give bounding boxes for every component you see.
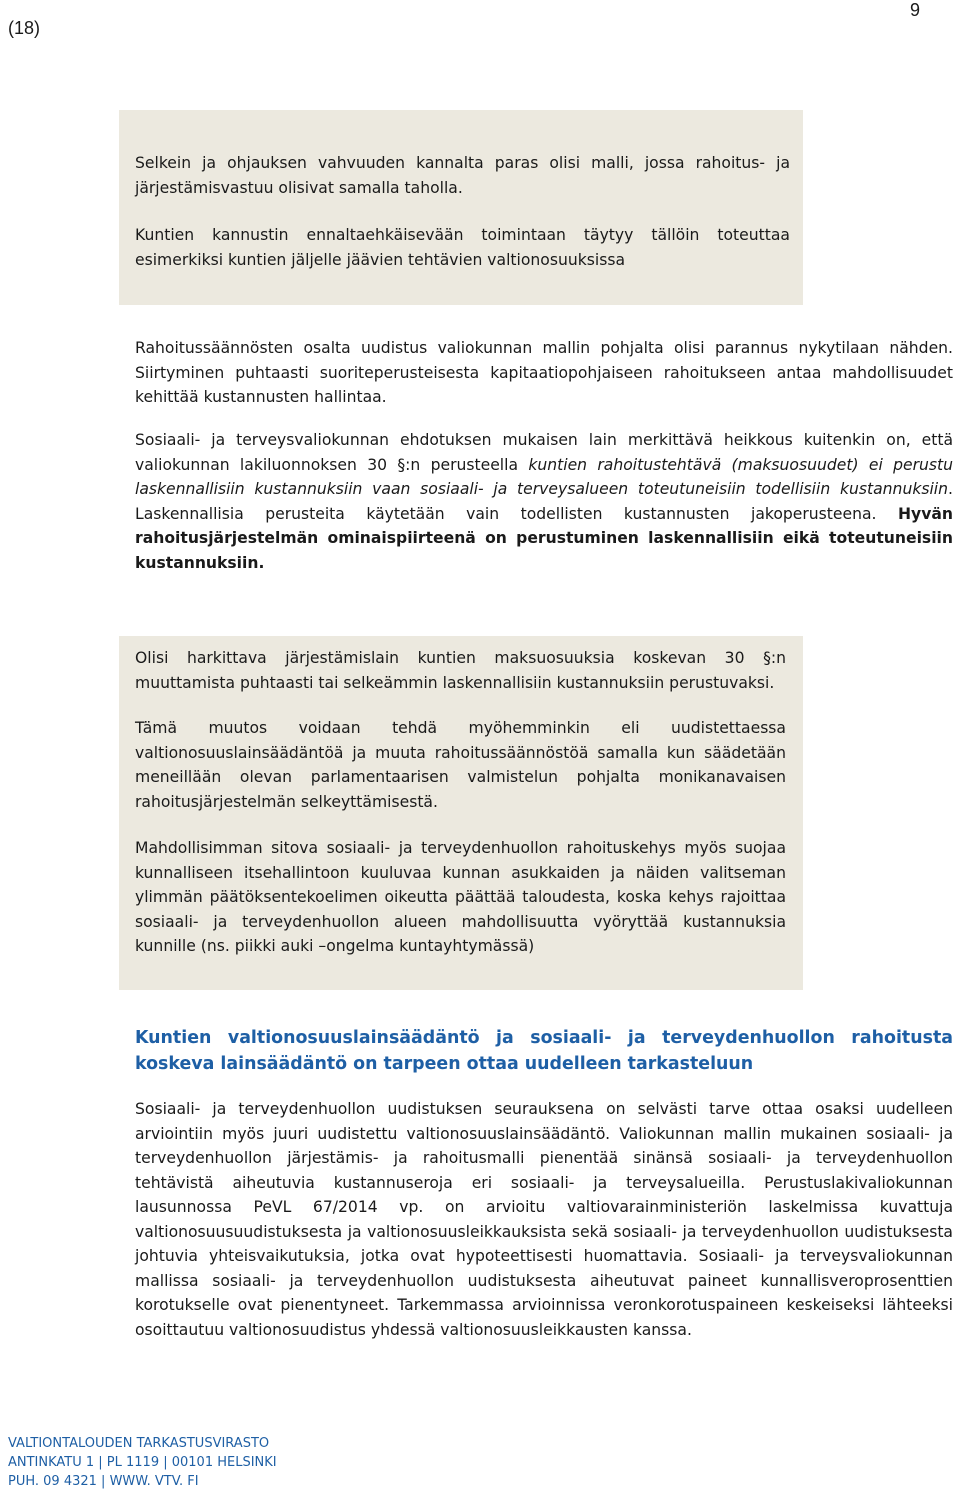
box2-paragraph-3: Mahdollisimman sitova sosiaali- ja terveydenhuollon rahoituskehys myös suojaa kunnalliseen itsehallintoon kuuluvaa kunnan asukkaiden ja näiden valitseman ylimmän päätöksentekoelimen oikeutta päättää taloudesta, koska kehys rajoittaa sosiaali- ja terveydenhuollon alueen mahdollisuutta vyöryttää kustannuksia kunnille (ns. piikki auki –ongelma kuntayhtymässä) xyxy=(135,839,786,955)
p2-bold-conclusion: Hyvän rahoitusjärjestelmän ominaispiirteenä on perustuminen laskennallisiin eikä toteutuneisiin kustannuksiin. xyxy=(135,504,953,572)
p2-text-b: . Laskennallisia perusteita käytetään vain todellisten kustannusten jakoperusteena. xyxy=(135,480,953,523)
document-reference: (18) xyxy=(8,18,41,38)
footer xyxy=(8,1434,277,1491)
footer-contact: PUH. 09 4321 | WWW. VTV. FI xyxy=(8,1474,199,1489)
box2-paragraph-1: Olisi harkittava järjestämislain kuntien maksuosuuksia koskevan 30 §:n muuttamista puhtaasti tai selkeämmin laskennallisiin kustannuksiin perustuvaksi. xyxy=(135,649,786,692)
p2-italic-text: kuntien rahoitustehtävä (maksuosuudet) ei perustu laskennallisiin kustannuksiin vaan sosiaali- ja terveysalueen toteutuneisiin todellisiin kustannuksiin xyxy=(135,455,953,498)
section-heading: Kuntien valtionosuuslainsäädäntö ja sosiaali- ja terveydenhuollon rahoitusta koskeva lainsäädäntö on tarpeen ottaa uudelleen tarkasteluun xyxy=(135,1028,953,1074)
footer-organization: VALTIONTALOUDEN TARKASTUSVIRASTO xyxy=(8,1436,270,1451)
highlight-box-1 xyxy=(119,110,803,305)
section1-paragraph-1: Rahoitussäännösten osalta uudistus valiokunnan mallin pohjalta olisi parannus nykytilaan nähden. Siirtyminen puhtaasti suoriteperusteisesta kapitaatiopohjaiseen rahoitukseen antaa mahdollisuudet kehittää kustannusten hallintaa. xyxy=(135,339,953,406)
section1-paragraph-2 xyxy=(135,428,953,575)
footer-address: ANTINKATU 1 | PL 1119 | 00101 HELSINKI xyxy=(8,1455,277,1470)
box1-paragraph-1: Selkein ja ohjauksen vahvuuden kannalta paras olisi malli, jossa rahoitus- ja järjestämisvastuu olisivat samalla taholla. xyxy=(135,154,790,197)
p2-text-a: Sosiaali- ja terveysvaliokunnan ehdotuksen mukaisen lain merkittävä heikkous kuitenkin on, että valiokunnan lakiluonnoksen 30 §:n perusteella xyxy=(135,431,953,474)
section2-paragraph-1: Sosiaali- ja terveydenhuollon uudistuksen seurauksena on selvästi tarve ottaa osaksi uudelleen arviointiin myös juuri uudistettu valtionosuuslainsäädäntö. Valiokunnan mallin mukainen sosiaali- ja terveydenhuollon järjestämis- ja rahoitusmalli pienentää sinänsä sosiaali- ja terveydenhuollon tehtävistä aiheutuvia kustannuseroja eri sosiaali- ja terveysalueilla. Perustuslakivaliokunnan lausunnossa PeVL 67/2014 vp. on arvioitu valtiovarainministeriön laskelmissa kuvattuja valtionosuusuudistuksesta ja valtionosuusleikkauksista sekä sosiaali- ja terveydenhuollon uudistuksesta johtuvia yhteisvaikutuksia, jotka ovat hypoteettisesti huomattavia. Sosiaali- ja terveysvaliokunnan mallissa sosiaali- ja terveydenhuollon uudistuksesta aiheutuvat paineet kunnallisveroprosenttien korotukselle ovat pienentyneet. Tarkemmassa arvioinnissa veronkorotuspaineen keskeiseksi lähteeksi osoittautuu valtionosuudistus yhdessä valtionosuusleikkausten kanssa. xyxy=(135,1100,953,1339)
box1-paragraph-2: Kuntien kannustin ennaltaehkäisevään toimintaan täytyy tällöin toteuttaa esimerkiksi kuntien jäljelle jäävien tehtävien valtionosuuksissa xyxy=(135,226,790,269)
box2-paragraph-2: Tämä muutos voidaan tehdä myöhemminkin eli uudistettaessa valtionosuuslainsäädäntöä ja muuta rahoitussäännöstöä samalla kun säädetään meneillään olevan parlamentaarisen valmistelun pohjalta monikanavaisen rahoitusjärjestelmän selkeyttämisestä. xyxy=(135,719,786,811)
page-number: 9 xyxy=(910,0,921,20)
